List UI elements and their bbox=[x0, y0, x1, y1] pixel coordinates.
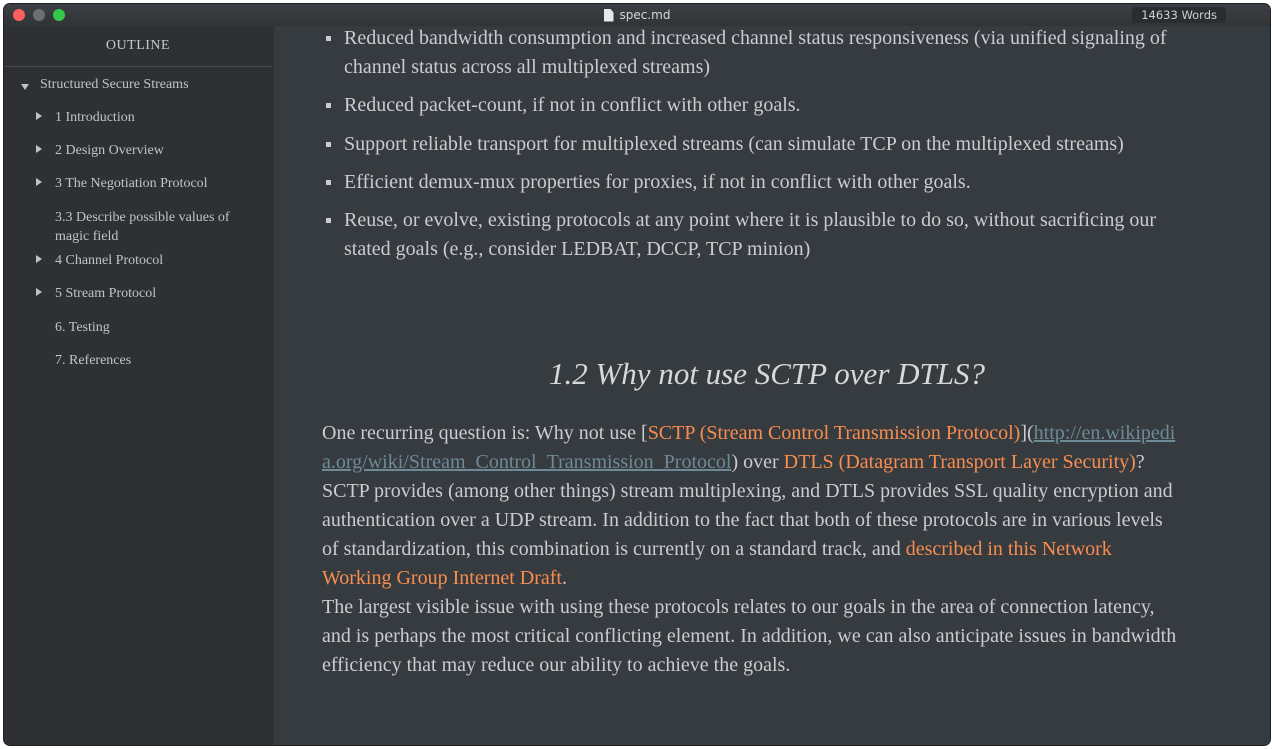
outline-item-testing[interactable]: 6. Testing bbox=[55, 320, 110, 335]
sctp-link[interactable]: SCTP (Stream Control Transmission Protocol) bbox=[647, 422, 1021, 444]
close-window-button[interactable] bbox=[13, 9, 25, 21]
paragraph-line: Working Group Internet Draft. bbox=[322, 567, 567, 589]
editor-content[interactable] bbox=[274, 26, 1270, 745]
section-heading: 1.2 Why not use SCTP over DTLS? bbox=[548, 356, 985, 391]
list-item-line: Reduced bandwidth consumption and increased channel status responsiveness (via unified signaling of bbox=[344, 27, 1167, 49]
paragraph-line: and is perhaps the most critical conflicting element. In addition, we can also anticipate issues in bandwidth bbox=[322, 625, 1177, 647]
document-icon bbox=[604, 9, 614, 22]
dtls-link[interactable]: DTLS (Datagram Transport Layer Security) bbox=[783, 451, 1136, 473]
list-item-line: channel status across all multiplexed streams) bbox=[344, 56, 711, 78]
outline-item-stream-protocol[interactable]: 5 Stream Protocol bbox=[55, 286, 157, 301]
paragraph-line: SCTP provides (among other things) stream multiplexing, and DTLS provides SSL quality encryption and bbox=[322, 480, 1173, 502]
list-item-line: stated goals (e.g., consider LEDBAT, DCCP, TCP minion) bbox=[344, 238, 811, 260]
expand-triangle-icon[interactable] bbox=[36, 255, 42, 263]
outline-sidebar bbox=[4, 26, 274, 745]
bullet-marker bbox=[326, 180, 331, 185]
outline-item-magic-field[interactable] bbox=[55, 208, 230, 246]
window-title: spec.md bbox=[619, 8, 671, 22]
outline-item-design-overview[interactable]: 2 Design Overview bbox=[55, 143, 164, 158]
list-item-line: Reduced packet-count, if not in conflict with other goals. bbox=[344, 94, 801, 116]
word-count-badge[interactable]: 14633 Words bbox=[1132, 7, 1226, 23]
expand-triangle-icon[interactable] bbox=[36, 145, 42, 153]
outline-item-magic-field-line1: 3.3 Describe possible values of bbox=[55, 210, 230, 225]
paragraph-line: of standardization, this combination is currently on a standard track, and described in this Network bbox=[322, 538, 1112, 560]
bullet-marker bbox=[326, 142, 331, 147]
paragraph-sctp bbox=[322, 419, 1232, 680]
paragraph-line: authentication over a UDP stream. In addition to the fact that both of these protocols are in various levels bbox=[322, 509, 1163, 531]
outline-item-negotiation-protocol[interactable]: 3 The Negotiation Protocol bbox=[55, 176, 208, 191]
bullet-marker bbox=[326, 218, 331, 223]
title-bar bbox=[4, 4, 1270, 27]
app-window bbox=[4, 4, 1270, 745]
outline-item-introduction[interactable]: 1 Introduction bbox=[55, 110, 135, 125]
outline-item-references[interactable]: 7. References bbox=[55, 353, 132, 368]
outline-header: OUTLINE bbox=[4, 26, 272, 67]
outline-item-magic-field-line2: magic field bbox=[55, 229, 119, 244]
maximize-window-button[interactable] bbox=[53, 9, 65, 21]
minimize-window-button[interactable] bbox=[33, 9, 45, 21]
bullet-marker bbox=[326, 36, 331, 41]
expand-triangle-icon[interactable] bbox=[36, 178, 42, 186]
window-title-wrap bbox=[4, 4, 1270, 26]
paragraph-line: a.org/wiki/Stream_Control_Transmission_Protocol) over DTLS (Datagram Transport Layer Security)? bbox=[322, 451, 1145, 473]
outline-root-item[interactable]: Structured Secure Streams bbox=[40, 77, 189, 92]
list-item-line: Efficient demux-mux properties for proxies, if not in conflict with other goals. bbox=[344, 171, 971, 193]
paragraph-line: One recurring question is: Why not use [SCTP (Stream Control Transmission Protocol)](http://en.wikipedi bbox=[322, 422, 1176, 444]
list-item-line: Reuse, or evolve, existing protocols at any point where it is plausible to do so, without sacrificing our bbox=[344, 209, 1157, 231]
sctp-url-link-cont[interactable]: a.org/wiki/Stream_Control_Transmission_Protocol bbox=[322, 451, 732, 473]
expand-triangle-icon[interactable] bbox=[36, 288, 42, 296]
expand-triangle-icon[interactable] bbox=[36, 112, 42, 120]
collapse-triangle-icon[interactable] bbox=[21, 84, 29, 90]
sctp-url-link[interactable]: http://en.wikipedi bbox=[1033, 422, 1176, 444]
paragraph-line: The largest visible issue with using these protocols relates to our goals in the area of connection latency, bbox=[322, 596, 1155, 618]
internet-draft-link-cont[interactable]: Working Group Internet Draft bbox=[322, 567, 562, 589]
outline-item-channel-protocol[interactable]: 4 Channel Protocol bbox=[55, 253, 164, 268]
bullet-marker bbox=[326, 103, 331, 108]
paragraph-line: efficiency that may reduce our ability to achieve the goals. bbox=[322, 654, 791, 676]
list-item-line: Support reliable transport for multiplexed streams (can simulate TCP on the multiplexed streams) bbox=[344, 133, 1124, 155]
internet-draft-link[interactable]: described in this Network bbox=[905, 538, 1112, 560]
